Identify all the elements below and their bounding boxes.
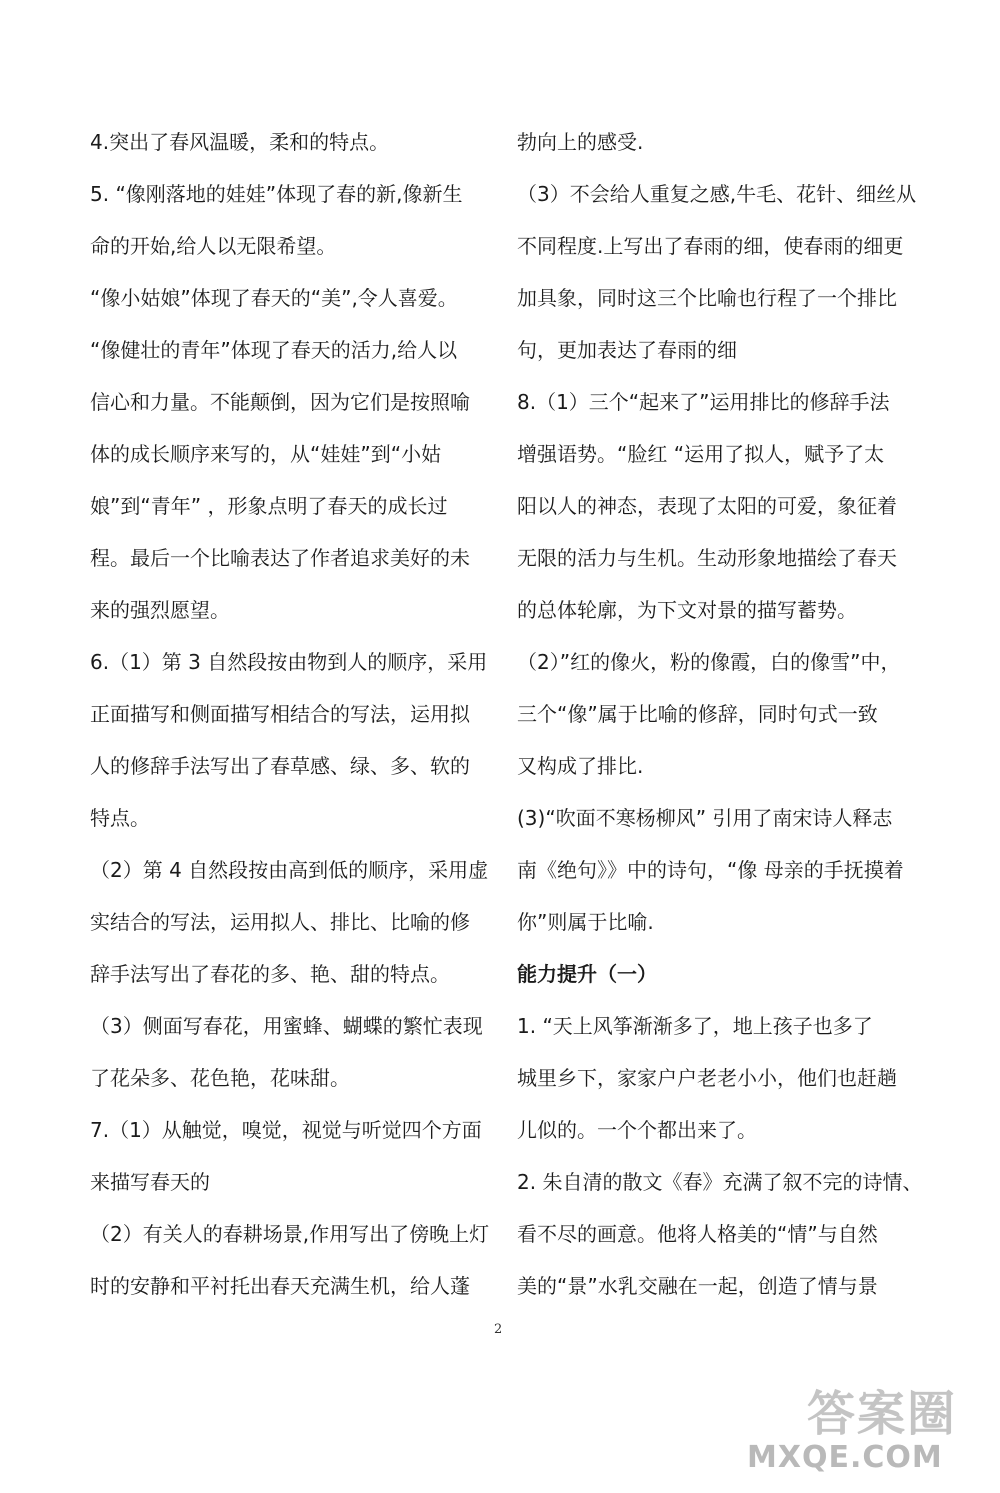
watermark-logo-text: 答案圈 — [807, 1386, 958, 1442]
text-line: 程。最后一个比喻表达了作者追求美好的未 — [90, 546, 470, 570]
text-line: 娘”到“青年” ，形象点明了春天的成长过 — [90, 494, 448, 518]
text-line: 加具象，同时这三个比喻也行程了一个排比 — [517, 286, 897, 310]
text-line: 南《绝句》》中的诗句，“像 母亲的手抚摸着 — [517, 858, 904, 882]
text-line: （3）侧面写春花，用蜜蜂、蝴蝶的繁忙表现 — [90, 1014, 483, 1038]
section-heading: 能力提升（一） — [517, 962, 657, 986]
text-line: 又构成了排比. — [517, 754, 644, 778]
right-column — [517, 119, 923, 1315]
text-line: 了花朵多、花色艳，花味甜。 — [90, 1066, 350, 1090]
text-line: 美的“景”水乳交融在一起，创造了情与景 — [517, 1274, 878, 1298]
text-line: 辞手法写出了春花的多、艳、甜的特点。 — [90, 962, 450, 986]
text-line: 4.突出了春风温暖，柔和的特点。 — [90, 130, 390, 154]
text-line: 的总体轮廓，为下文对景的描写蓄势。 — [517, 598, 857, 622]
text-line: （3）不会给人重复之感,牛毛、花针、细丝从 — [517, 182, 917, 206]
text-line: 勃向上的感受. — [517, 130, 644, 154]
text-line: 城里乡下，家家户户老老小小，他们也赶趟 — [517, 1066, 897, 1090]
text-line: 命的开始,给人以无限希望。 — [90, 234, 337, 258]
text-line: 体的成长顺序来写的，从“娃娃”到“小姑 — [90, 442, 442, 466]
text-line: 时的安静和平衬托出春天充满生机，给人蓬 — [90, 1274, 470, 1298]
text-line: 儿似的。一个个都出来了。 — [517, 1118, 757, 1142]
text-line: 看不尽的画意。他将人格美的“情”与自然 — [517, 1222, 878, 1246]
text-line: “像健壮的青年”体现了春天的活力,给人以 — [90, 338, 458, 362]
text-line: 三个“像”属于比喻的修辞，同时句式一致 — [517, 702, 878, 726]
text-line: 5. “像刚落地的娃娃”体现了春的新,像新生 — [90, 182, 463, 206]
text-line: 来的强烈愿望。 — [90, 598, 230, 622]
text-line: 信心和力量。不能颠倒，因为它们是按照喻 — [90, 390, 470, 414]
text-line: （2）第 4 自然段按由高到低的顺序，采用虚 — [90, 858, 489, 882]
text-line: 7.（1）从触觉，嗅觉，视觉与听觉四个方面 — [90, 1118, 482, 1142]
text-line: 句，更加表达了春雨的细 — [517, 338, 737, 362]
text-line: 1. “天上风筝渐渐多了，地上孩子也多了 — [517, 1014, 873, 1038]
text-line: （2）”红的像火，粉的像霞，白的像雪”中， — [517, 650, 901, 674]
text-line: 人的修辞手法写出了春草感、绿、多、软的 — [90, 754, 470, 778]
text-line: 你”则属于比喻. — [517, 910, 654, 934]
text-line: 来描写春天的 — [90, 1170, 210, 1194]
text-line: 6.（1）第 3 自然段按由物到人的顺序，采用 — [90, 650, 488, 674]
text-line: 正面描写和侧面描写相结合的写法，运用拟 — [90, 702, 470, 726]
watermark-logo — [747, 1375, 982, 1475]
left-column — [90, 119, 490, 1315]
text-line: 阳以人的神态，表现了太阳的可爱，象征着 — [517, 494, 897, 518]
watermark-url: MXQE.COM — [747, 1440, 943, 1475]
text-line: （2）有关人的春耕场景,作用写出了傍晚上灯 — [90, 1222, 490, 1246]
text-line: 2. 朱自清的散文《春》充满了叙不完的诗情、 — [517, 1170, 923, 1194]
text-line: 8.（1）三个“起来了”运用排比的修辞手法 — [517, 390, 890, 414]
page-number: 2 — [494, 1322, 503, 1337]
text-line: (3)“吹面不寒杨柳风” 引用了南宋诗人释志 — [517, 806, 893, 830]
text-line: 增强语势。“脸红 “运用了拟人，赋予了太 — [517, 442, 885, 466]
text-line: 不同程度.上写出了春雨的细，使春雨的细更 — [517, 234, 904, 258]
text-line: 无限的活力与生机。生动形象地描绘了春天 — [517, 546, 897, 570]
text-line: 特点。 — [90, 806, 150, 830]
text-line: 实结合的写法，运用拟人、排比、比喻的修 — [90, 910, 470, 934]
text-line: “像小姑娘”体现了春天的“美”,令人喜爱。 — [90, 286, 458, 310]
